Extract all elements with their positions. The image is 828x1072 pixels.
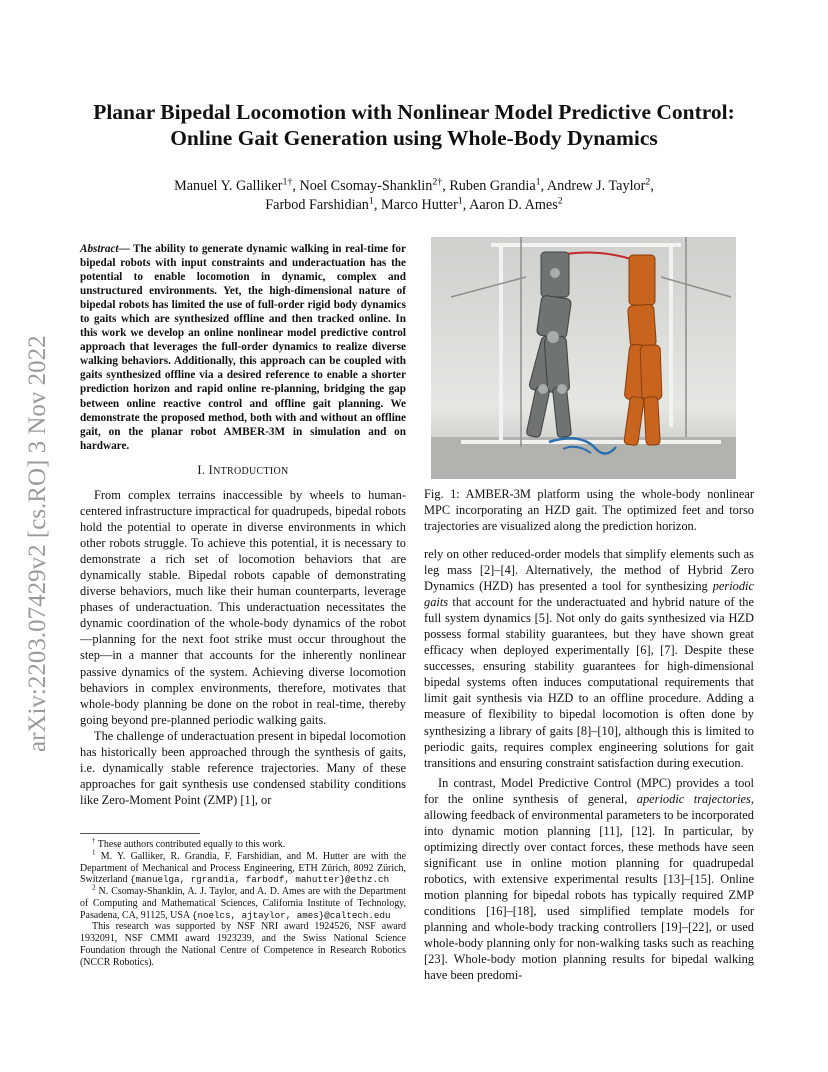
footnote-mark: 1: [92, 848, 96, 857]
right-column-body: [424, 546, 754, 983]
author-name: Manuel Y. Galliker: [174, 178, 283, 194]
author-line-2: Farbod Farshidian$^1$, Marco Hutter$^1$, Aaron D. Ames$^2$: [265, 195, 563, 213]
arxiv-identifier-stamp: [2, 280, 62, 760]
affiliation-mark: 1: [535, 176, 541, 188]
footnote-email: {noelcs, ajtaylor, ames}@caltech.edu: [191, 909, 391, 921]
body-paragraph: [424, 775, 754, 984]
emphasized-term: periodic gaits: [424, 579, 754, 610]
section-initial: I: [208, 463, 214, 477]
affiliation-mark: 2†: [432, 176, 443, 188]
affiliation-mark: 1: [368, 195, 374, 207]
footnote-rule: [80, 833, 200, 834]
author-name: Noel Csomay-Shanklin: [299, 178, 433, 194]
footnote-text: N. Csomay-Shanklin, A. J. Taylor, and A. D. Ames are with the Department of Computing and Mathematical Sciences, California Institute of Technology, Pasadena, CA, 91125, USA: [80, 886, 406, 921]
introduction-body: [80, 487, 406, 808]
author-name: Ruben Grandia: [449, 178, 536, 194]
body-text: , allowing feedback of environmental parameters to be incorporated into dynamic motion planning [11], [12]. In particular, by optimizing directly over contact forces, these methods have seen significant use in online motion planning for quadrupedal robotics, with extensive experimental results [13]–[15]. Online motion planning for bipedal robots has typically required ZMP conditions [16]–[18], used simplified template models for planning and whole-body tracking controllers [19]–[22], or used whole-body planning only for non-walking tasks such as reaching [23]. Whole-body motion planning results for bipedal walking have been predomi-: [424, 791, 754, 983]
paper-title-line-2: Online Gait Generation using Whole-Body Dynamics: [170, 126, 658, 150]
abstract-dash: —: [118, 243, 130, 255]
abstract-label: Abstract: [80, 243, 119, 255]
figure-amber-3m-photo: [431, 237, 736, 479]
section-number: I.: [197, 463, 209, 477]
affiliation-mark: 2: [645, 176, 651, 188]
body-paragraph: [424, 546, 754, 771]
footnote-mark: †: [92, 836, 96, 845]
footnote-text: M. Y. Galliker, R. Grandia, F. Farshidian, and M. Hutter are with the Department of Mechanical and Process Engineering, ETH Zürich, 8092 Zürich, Switzerland: [80, 850, 406, 886]
abstract: [80, 242, 406, 453]
abstract-text: The ability to generate dynamic walking in real-time for bipedal robots with input constraints and underactuation has the potential to enable locomotion in dynamic, complex and unstructured environments. Yet, the high-dimensional nature of bipedal robots has limited the use of full-order rigid body dynamics to gaits which are synthesized offline and then tracked online. In this work we develop an online nonlinear model predictive control approach that leverages the full-order dynamics to realize diverse walking behaviors. Additionally, this approach can be coupled with gaits synthesized offline via a desired reference to enable a shorter prediction horizon and rapid online re-planning, bridging the gap between online reactive control and offline gait planning. We demonstrate the proposed method, both with and without an offline gait, on the planar robot AMBER-3M in simulation and on hardware.: [80, 243, 406, 452]
affiliation-mark: 2: [557, 195, 563, 207]
author-list: [60, 177, 768, 215]
author-name: Aaron D. Ames: [469, 197, 558, 213]
body-text: In contrast, Model Predictive Control (MPC) provides a tool for the online synthesis of general,: [424, 775, 754, 806]
body-paragraph: From complex terrains inaccessible by wheels to human-centered infrastructure impractical for quadrupeds, bipedal robots hold the potential to operate in diverse environments in which other robots struggle. To achieve this potential, it is necessary to demonstrate a rich set of locomotion behaviors that are dynamically stable. Bipedal robots capable of demonstrating diverse behaviors, much like their human counterparts, leverage phases of underactuation. This underactuation necessitates the dynamic coordination of the whole-body dynamics of the robot—planning for the next foot strike must occur throughout the step—in a manner that accounts for the inherently nonlinear passive dynamics of the system. Achieving diverse locomotion behaviors in complex environments, therefore, motivates that whole-body planning be done on the robot in real-time, thereby going beyond pre-planned periodic walking gaits.: [80, 488, 406, 727]
paper-title: [60, 99, 768, 151]
emphasized-term: aperiodic trajectories: [636, 791, 751, 806]
section-heading-introduction: [80, 463, 406, 478]
robot-render-illustration: [431, 237, 736, 479]
footnote-funding: This research was supported by NSF NRI award 1924526, NSF award 1932091, NSF CMMI award 1923239, and the Swiss National Science Foundation through the National Centre of Competence in Research Robotics (NCCR Robotics).: [80, 921, 406, 968]
footnote-mark: 2: [92, 883, 96, 892]
footnote-caltech: [80, 883, 406, 921]
body-paragraph: The challenge of underactuation present in bipedal locomotion has historically been approached through the synthesis of gaits, i.e. dynamically stable reference trajectories. Many of these approaches for gait synthesis use condensed stability conditions like Zero-Moment Point (ZMP) [1], or: [80, 728, 406, 807]
arxiv-identifier-text: arXiv:2203.07429v2 [cs.RO] 3 Nov 2022: [24, 335, 51, 752]
body-text: that account for the underactuated and hybrid nature of the full system dynamics [5]. Not only do gaits synthesized via HZD possess formal stability guarantees, but they have shown great efficacy when deployed experimentally [6], [7]. Despite these successes, ensuring stability guarantees for high-dimensional bipedal systems often induces computational requirements that limit gait synthesis via HZD to an offline procedure. Adding a measure of flexibility to bipedal locomotion is often done by synthesizing a library of gaits [8]–[10], although this is limited to periodic gaits, requires complex engineering solutions for gait transitions and ensuring constraint satisfaction during execution.: [424, 595, 754, 770]
author-name: Andrew J. Taylor: [546, 178, 646, 194]
affiliation-mark: 1†: [282, 176, 293, 188]
figure-caption: Fig. 1: AMBER-3M platform using the whole-body nonlinear MPC incorporating an HZD gait. The optimized feet and torso trajectories are visualized along the prediction horizon.: [424, 487, 754, 534]
author-line-1: Manuel Y. Galliker$^{1\dagger}$, Noel Csomay-Shanklin$^{2\dagger}$, Ruben Grandia$^1$, Andrew J. Taylor$^2$,: [174, 176, 654, 194]
body-text: rely on other reduced-order models that simplify elements such as leg mass [2]–[4]. Alternatively, the method of Hybrid Zero Dynamics (HZD) has presented a tool for synthesizing: [424, 547, 754, 594]
footnotes: [80, 836, 406, 968]
author-name: Farbod Farshidian: [265, 197, 369, 213]
footnote-eth: [80, 848, 406, 886]
affiliation-mark: 1: [457, 195, 463, 207]
author-name: Marco Hutter: [380, 197, 458, 213]
footnote-equal-contribution: [80, 836, 406, 851]
footnote-text: These authors contributed equally to this work.: [95, 839, 286, 850]
footnote-email: {manuelga, rgrandia, farbodf, mahutter}@ethz.ch: [129, 874, 390, 886]
paper-title-line-1: Planar Bipedal Locomotion with Nonlinear Model Predictive Control:: [93, 100, 735, 124]
section-title-rest: NTRODUCTION: [213, 466, 289, 477]
